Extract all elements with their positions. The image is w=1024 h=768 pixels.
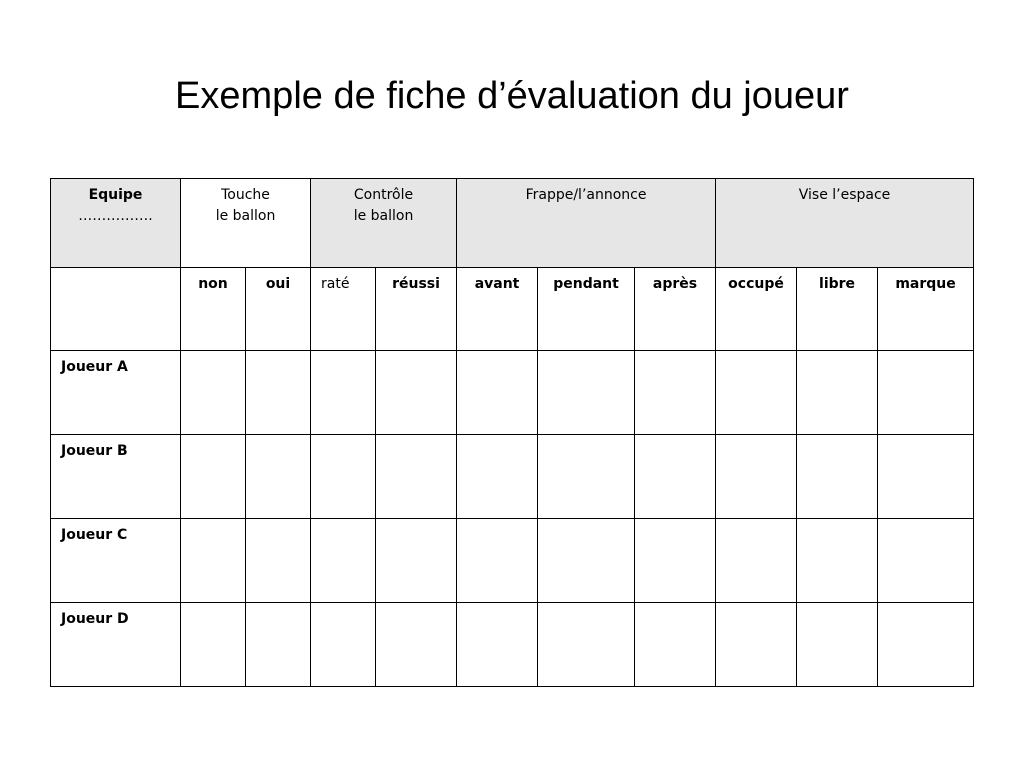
score-cell	[246, 603, 311, 687]
player-label: Joueur C	[51, 519, 181, 603]
player-label: Joueur A	[51, 351, 181, 435]
score-cell	[797, 435, 878, 519]
score-cell	[716, 603, 797, 687]
group-header-line2: le ballon	[353, 208, 414, 224]
score-cell	[635, 351, 716, 435]
player-row	[51, 603, 974, 687]
score-cell	[376, 519, 457, 603]
score-cell	[246, 435, 311, 519]
score-cell	[181, 603, 246, 687]
slide-title: Exemple de fiche d’évaluation du joueur	[175, 75, 849, 117]
subheader-non: non	[181, 268, 246, 351]
score-cell	[181, 519, 246, 603]
group-header-row	[51, 179, 974, 268]
group-header-touche	[181, 179, 311, 268]
player-label: Joueur D	[51, 603, 181, 687]
score-cell	[181, 435, 246, 519]
score-cell	[538, 519, 635, 603]
score-cell	[878, 603, 974, 687]
subheader-marque: marque	[878, 268, 974, 351]
score-cell	[246, 519, 311, 603]
score-cell	[311, 603, 376, 687]
score-cell	[797, 519, 878, 603]
player-row	[51, 435, 974, 519]
score-cell	[716, 435, 797, 519]
score-cell	[457, 351, 538, 435]
group-header-line1: Touche	[221, 187, 270, 203]
score-cell	[878, 435, 974, 519]
score-cell	[457, 519, 538, 603]
group-header-line1: Frappe/l’annonce	[525, 187, 647, 203]
score-cell	[457, 435, 538, 519]
player-row	[51, 351, 974, 435]
equipe-dots: …………….	[78, 208, 153, 224]
subheader-avant: avant	[457, 268, 538, 351]
score-cell	[311, 351, 376, 435]
group-header-controle	[311, 179, 457, 268]
player-label: Joueur B	[51, 435, 181, 519]
score-cell	[878, 519, 974, 603]
subheader-row	[51, 268, 974, 351]
subheader-libre: libre	[797, 268, 878, 351]
score-cell	[878, 351, 974, 435]
score-cell	[797, 603, 878, 687]
score-cell	[716, 519, 797, 603]
evaluation-table	[50, 178, 974, 687]
score-cell	[246, 351, 311, 435]
subheader-rate: raté	[311, 268, 376, 351]
subheader-pendant: pendant	[538, 268, 635, 351]
subheader-reussi: réussi	[376, 268, 457, 351]
subheader-oui: oui	[246, 268, 311, 351]
score-cell	[716, 351, 797, 435]
score-cell	[376, 351, 457, 435]
group-header-line1: Contrôle	[353, 187, 414, 203]
group-header-line1: Vise l’espace	[798, 187, 891, 203]
score-cell	[376, 603, 457, 687]
score-cell	[538, 603, 635, 687]
score-cell	[457, 603, 538, 687]
group-header-vise	[716, 179, 974, 268]
score-cell	[797, 351, 878, 435]
score-cell	[635, 603, 716, 687]
score-cell	[538, 351, 635, 435]
score-cell	[635, 435, 716, 519]
score-cell	[311, 435, 376, 519]
group-header-line2: le ballon	[215, 208, 276, 224]
group-header-frappe	[457, 179, 716, 268]
subheader-occupe: occupé	[716, 268, 797, 351]
score-cell	[311, 519, 376, 603]
player-row	[51, 519, 974, 603]
equipe-label: Equipe	[88, 187, 143, 203]
equipe-header-cell	[51, 179, 181, 268]
score-cell	[538, 435, 635, 519]
score-cell	[376, 435, 457, 519]
subheader-apres: après	[635, 268, 716, 351]
score-cell	[635, 519, 716, 603]
score-cell	[181, 351, 246, 435]
empty-cell	[51, 268, 181, 351]
